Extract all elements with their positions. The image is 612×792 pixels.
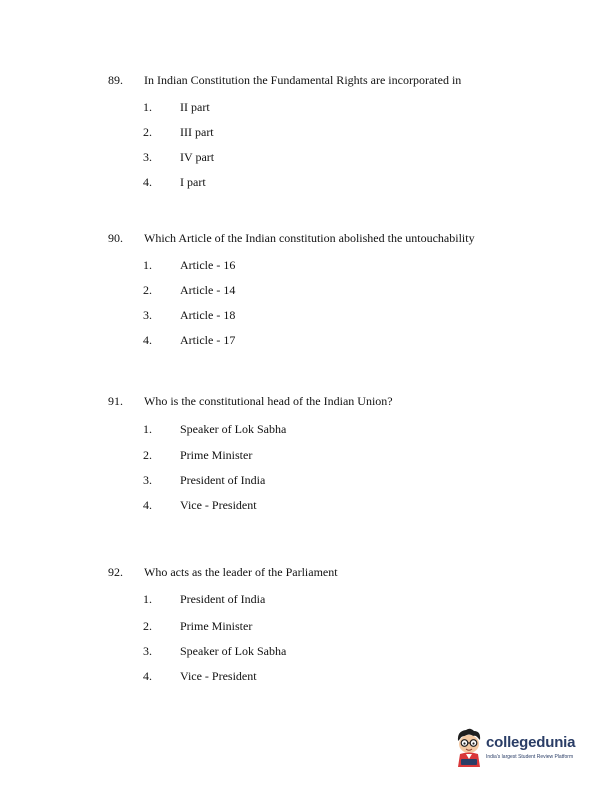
option-number: 4. bbox=[143, 498, 152, 512]
option bbox=[0, 149, 612, 165]
option-text: Article - 17 bbox=[180, 333, 236, 347]
option-text: Vice - President bbox=[180, 669, 257, 683]
option bbox=[0, 257, 612, 273]
option bbox=[0, 643, 612, 659]
student-mascot-icon bbox=[454, 727, 484, 771]
question-89 bbox=[0, 72, 612, 190]
option-text: II part bbox=[180, 100, 210, 114]
question-number: 90. bbox=[108, 231, 123, 245]
question-row bbox=[0, 72, 612, 88]
question-text: Who is the constitutional head of the Indian Union? bbox=[144, 394, 393, 408]
question-92 bbox=[0, 564, 612, 684]
question-number: 91. bbox=[108, 394, 123, 408]
option bbox=[0, 668, 612, 684]
option-text: Speaker of Lok Sabha bbox=[180, 644, 287, 658]
option bbox=[0, 591, 612, 607]
question-number: 89. bbox=[108, 73, 123, 87]
option bbox=[0, 618, 612, 634]
logo-tagline: India's largest Student Review Platform bbox=[486, 754, 574, 760]
option-number: 3. bbox=[143, 644, 152, 658]
option-number: 2. bbox=[143, 619, 152, 633]
question-row bbox=[0, 230, 612, 246]
option-number: 4. bbox=[143, 669, 152, 683]
option bbox=[0, 307, 612, 323]
question-90 bbox=[0, 230, 612, 348]
option-number: 2. bbox=[143, 448, 152, 462]
option bbox=[0, 99, 612, 115]
question-91 bbox=[0, 393, 612, 513]
option bbox=[0, 421, 612, 437]
option-text: III part bbox=[180, 125, 214, 139]
option bbox=[0, 124, 612, 140]
option-number: 2. bbox=[143, 125, 152, 139]
option-number: 1. bbox=[143, 422, 152, 436]
collegedunia-logo bbox=[454, 727, 602, 771]
question-text: Who acts as the leader of the Parliament bbox=[144, 565, 338, 579]
option bbox=[0, 472, 612, 488]
option-number: 4. bbox=[143, 175, 152, 189]
option-text: President of India bbox=[180, 473, 266, 487]
option-number: 3. bbox=[143, 473, 152, 487]
option-number: 1. bbox=[143, 592, 152, 606]
option-number: 1. bbox=[143, 258, 152, 272]
option-text: Article - 14 bbox=[180, 283, 236, 297]
option-text: Speaker of Lok Sabha bbox=[180, 422, 287, 436]
option bbox=[0, 497, 612, 513]
option-text: Prime Minister bbox=[180, 619, 253, 633]
question-number: 92. bbox=[108, 565, 123, 579]
option bbox=[0, 282, 612, 298]
question-text: Which Article of the Indian constitution abolished the untouchability bbox=[144, 231, 475, 245]
question-row bbox=[0, 393, 612, 409]
option bbox=[0, 332, 612, 348]
option-number: 4. bbox=[143, 333, 152, 347]
option-number: 1. bbox=[143, 100, 152, 114]
question-text: In Indian Constitution the Fundamental Rights are incorporated in bbox=[144, 73, 462, 87]
option-text: President of India bbox=[180, 592, 266, 606]
option-number: 3. bbox=[143, 150, 152, 164]
option bbox=[0, 174, 612, 190]
option-text: I part bbox=[180, 175, 206, 189]
logo-wordmark: collegedunia bbox=[486, 734, 576, 751]
option-number: 2. bbox=[143, 283, 152, 297]
option-text: IV part bbox=[180, 150, 215, 164]
option-text: Article - 18 bbox=[180, 308, 236, 322]
option-number: 3. bbox=[143, 308, 152, 322]
option-text: Prime Minister bbox=[180, 448, 253, 462]
option-text: Vice - President bbox=[180, 498, 257, 512]
option-text: Article - 16 bbox=[180, 258, 236, 272]
option bbox=[0, 447, 612, 463]
question-row bbox=[0, 564, 612, 580]
